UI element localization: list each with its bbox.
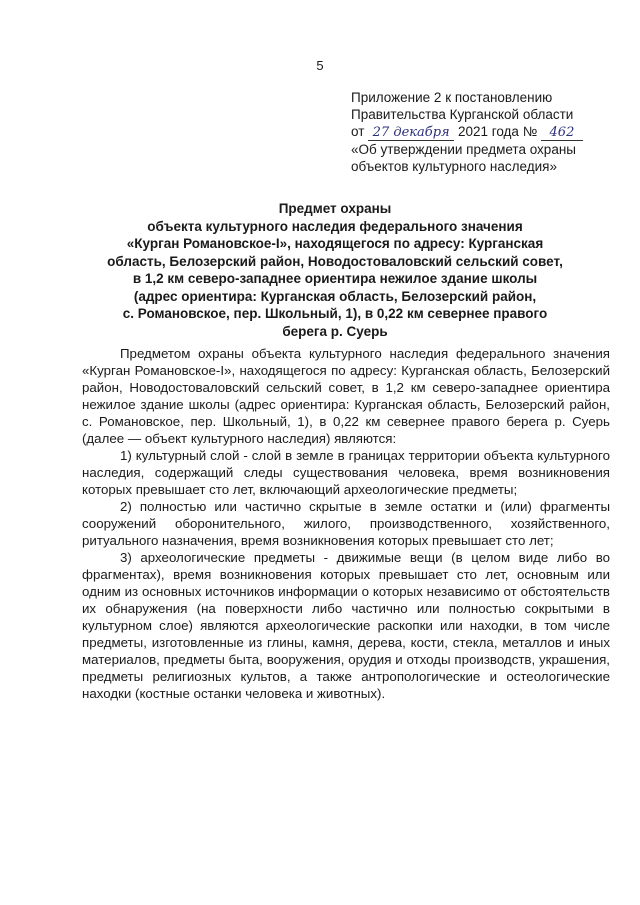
item-2-paragraph: 2) полностью или частично скрытые в земле остатки и (или) фрагменты сооружений оборонительного, жилого, производственного, хозяйственного, ритуального назначения, время возникновения которых превышает сто лет; — [82, 499, 610, 548]
from-label: от — [351, 124, 365, 139]
title-line-1: Предмет охраны — [278, 201, 392, 216]
document-body — [82, 345, 610, 702]
appendix-line-4: «Об утверждении предмета охраны — [351, 142, 576, 157]
page-number: 5 — [316, 58, 324, 73]
handwritten-number: 462 — [541, 126, 583, 141]
title-line-6: (адрес ориентира: Курганская область, Белозерский район, — [133, 288, 537, 304]
appendix-line-1: Приложение 2 к постановлению — [351, 90, 553, 105]
title-line-2: объекта культурного наследия федерального значения — [147, 218, 523, 234]
title-line-3: «Курган Романовское-I», находящегося по адресу: Курганская — [126, 236, 544, 251]
intro-paragraph: Предметом охраны объекта культурного наследия федерального значения «Курган Романовское-I», находящегося по адресу: Курганская область, Белозерский район, Новодостоваловский сельский совет, в 1,2 км северо-западнее ориентира нежилое здание школы (адрес ориентира: Курганская область, Белозерский район, с. Романовское, пер. Школьный, 1), в 0,22 км севернее правого берега р. Суерь (далее — объект культурного наследия) являются: — [82, 346, 610, 446]
title-line-8: берега р. Суерь — [282, 323, 388, 339]
appendix-header — [351, 89, 621, 175]
appendix-date-line — [351, 123, 621, 141]
appendix-line-2: Правительства Курганской области — [351, 107, 574, 122]
item-1-paragraph: 1) культурный слой - слой в земле в границах территории объекта культурного наследия, содержащий следы существования человека, время возникновения которых превышает сто лет, включающий археологические предметы; — [82, 448, 610, 497]
title-line-5: в 1,2 км северо-западнее ориентира нежилое здание школы — [132, 271, 538, 286]
handwritten-date: 27 декабря — [368, 126, 454, 141]
year-text: 2021 года № — [457, 124, 538, 139]
appendix-line-5: объектов культурного наследия» — [351, 159, 557, 174]
title-line-7: с. Романовское, пер. Школьный, 1), в 0,22 км севернее правого — [122, 306, 548, 321]
title-line-4: область, Белозерский район, Новодостоваловский сельский совет, — [107, 253, 563, 269]
item-3-paragraph: 3) археологические предметы - движимые вещи (в целом виде либо во фрагментах), время возникновения которых превышает сто лет, основным или одним из основных источников информации о которых независимо от обстоятельств их обнаружения (на поверхности либо частично или полностью сокрытыми в культурном слое) являются археологические раскопки или находки, в том числе предметы, изготовленные из глины, камня, дерева, кости, стекла, металлов и иных материалов, предметы быта, вооружения, орудия и отходы производств, украшения, предметы религиозных культов, а также антропологические и остеологические находки (костные останки человека и животных). — [82, 550, 610, 701]
document-title — [95, 200, 575, 340]
